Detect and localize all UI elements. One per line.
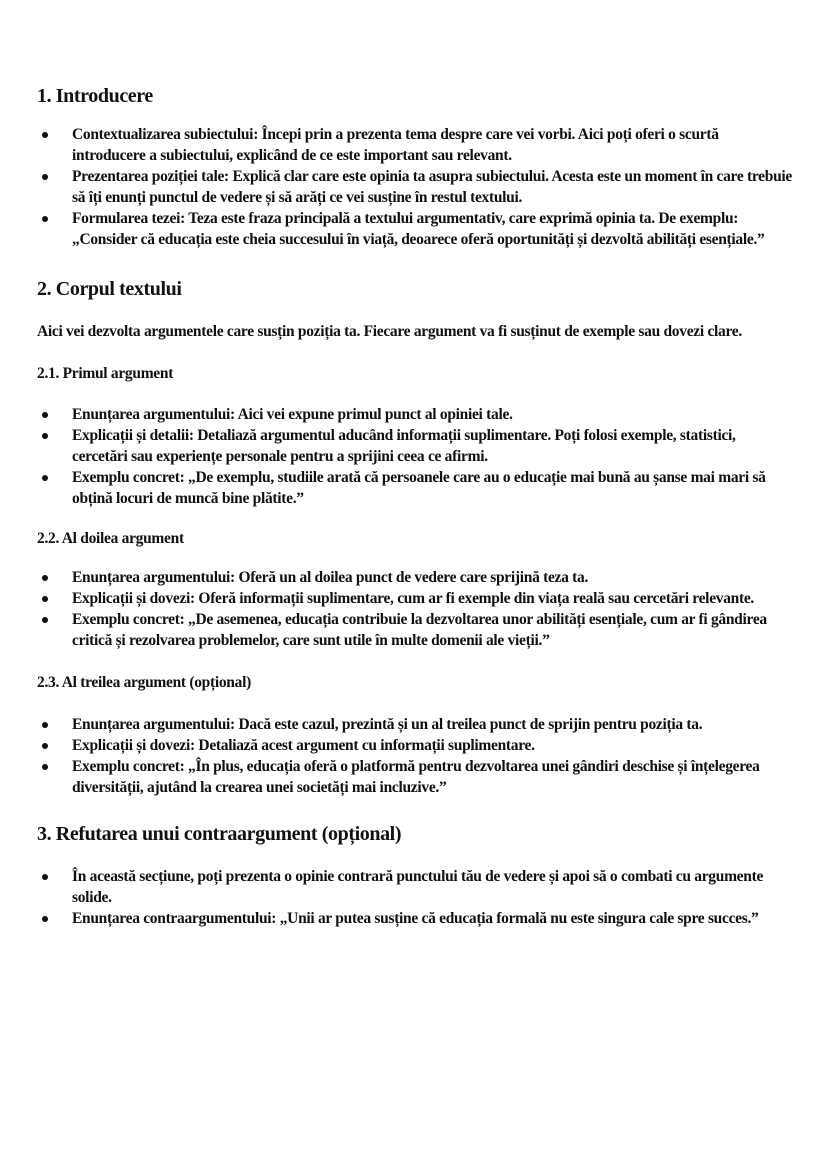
section-heading-corpul-textului: 2. Corpul textului bbox=[37, 278, 182, 300]
list-item: Enunțarea argumentului: Oferă un al doilea punct de vedere care sprijină teza ta. bbox=[72, 567, 792, 588]
list-item: În această secțiune, poți prezenta o opinie contrară punctului tău de vedere și apoi să o combati cu argumente solide. bbox=[72, 866, 792, 908]
list-item: Explicații și dovezi: Oferă informații suplimentare, cum ar fi exemple din viața reală sau cercetări relevante. bbox=[72, 588, 792, 609]
list-item: Explicații și dovezi: Detaliază acest argument cu informații suplimentare. bbox=[72, 735, 792, 756]
list-item: Enunțarea argumentului: Aici vei expune primul punct al opiniei tale. bbox=[72, 404, 792, 425]
list-item: Exemplu concret: „De exemplu, studiile arată că persoanele care au o educație mai bună au șanse mai mari să obțină locuri de muncă bine plătite.” bbox=[72, 467, 792, 509]
section-heading-refutare: 3. Refutarea unui contraargument (opțional) bbox=[37, 823, 402, 845]
section-heading-introducere: 1. Introducere bbox=[37, 85, 153, 107]
introducere-list bbox=[37, 124, 792, 250]
subsection-heading-al-doilea-argument: 2.2. Al doilea argument bbox=[37, 530, 184, 547]
list-item: Explicații și detalii: Detaliază argumentul aducând informații suplimentare. Poți folosi exemple, statistici, cercetări sau experiențe personale pentru a sprijini ceea ce afirmi. bbox=[72, 425, 792, 467]
section-intro: Aici vei dezvolta argumentele care susțin poziția ta. Fiecare argument va fi susținut de exemple sau dovezi clare. bbox=[37, 323, 742, 340]
subsection-heading-primul-argument: 2.1. Primul argument bbox=[37, 365, 174, 382]
list-item: Enunțarea contraargumentului: „Unii ar putea susține că educația formală nu este singura cale spre succes.” bbox=[72, 908, 792, 929]
al-treilea-argument-list bbox=[37, 714, 792, 798]
list-item: Exemplu concret: „De asemenea, educația contribuie la dezvoltarea unor abilități esențiale, cum ar fi gândirea critică și rezolvarea problemelor, care sunt utile în multe domenii ale vieții.” bbox=[72, 609, 792, 651]
list-item: Prezentarea poziției tale: Explică clar care este opinia ta asupra subiectului. Acesta este un moment în care trebuie să îți enunți punctul de vedere și să arăți ce vei susține în restul textului. bbox=[72, 168, 792, 206]
primul-argument-list bbox=[37, 404, 792, 509]
subsection-heading-al-treilea-argument: 2.3. Al treilea argument (opțional) bbox=[37, 674, 251, 691]
list-item: Formularea tezei: Teza este fraza principală a textului argumentativ, care exprimă opinia ta. De exemplu: „Consider că educația este cheia succesului în viață, deoarece oferă oportunități și dezvoltă abilități esențiale.” bbox=[72, 208, 792, 250]
list-item: Exemplu concret: „În plus, educația oferă o platformă pentru dezvoltarea unei gândiri deschise și înțelegerea diversității, ajutând la crearea unei societăți mai incluzive.” bbox=[72, 756, 792, 798]
list-item: Contextualizarea subiectului: Începi prin a prezenta tema despre care vei vorbi. Aici poți oferi o scurtă introducere a subiectului, explicând de ce este important sau relevant. bbox=[72, 124, 792, 166]
al-doilea-argument-list bbox=[37, 567, 792, 651]
refutare-list bbox=[37, 866, 792, 929]
list-item: Enunțarea argumentului: Dacă este cazul, prezintă și un al treilea punct de sprijin pentru poziția ta. bbox=[72, 714, 792, 735]
